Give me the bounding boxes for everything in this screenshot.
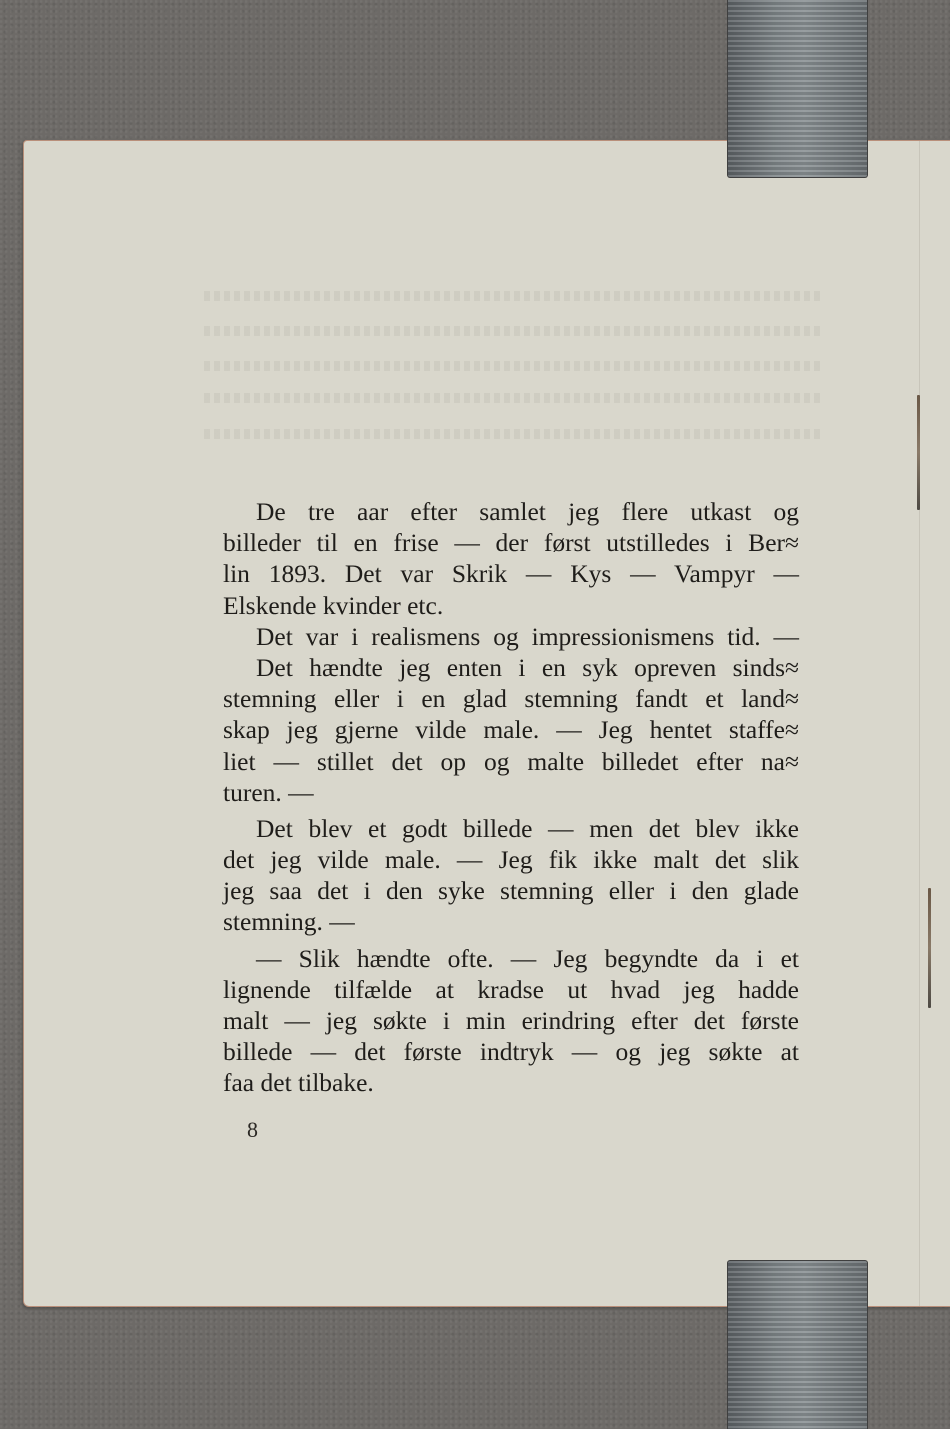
text-line: Det blev et godt billede — men det blev ikke (256, 813, 799, 843)
text-line: malt — jeg søkte i min erindring efter det første (223, 1006, 799, 1035)
page-number: 8 (247, 1117, 258, 1142)
text-line: De tre aar efter samlet jeg flere utkast og (256, 497, 799, 526)
book-page (23, 140, 950, 1307)
show-through-texture (204, 393, 824, 403)
show-through-texture (204, 361, 824, 371)
metal-clip-bottom (727, 1260, 868, 1429)
show-through-texture (204, 326, 824, 336)
text-line: Det var i realismens og impressionismens tid. — (256, 621, 799, 651)
text-line: billeder til en frise — der først utstilledes i Ber≈ (223, 528, 799, 558)
text-line: det jeg vilde male. — Jeg fik ikke malt det slik (223, 845, 799, 875)
text-line: jeg saa det i den syke stemning eller i den glade (223, 876, 799, 906)
text-line: billede — det første indtryk — og jeg søkte at (223, 1037, 799, 1067)
text-line: lignende tilfælde at kradse ut hvad jeg hadde (223, 974, 799, 1004)
text-line: stemning. — (223, 907, 355, 937)
text-line: turen. — (223, 777, 314, 807)
text-line: skap jeg gjerne vilde male. — Jeg hentet staffe≈ (223, 715, 799, 745)
text-line: — Slik hændte ofte. — Jeg begyndte da i et (256, 943, 799, 973)
page-fold-line (919, 141, 920, 1306)
staple-icon (928, 888, 931, 1008)
text-line: Elskende kvinder etc. (223, 590, 444, 620)
text-line: Det hændte jeg enten i en syk opreven sinds≈ (256, 652, 799, 682)
metal-clip-top (727, 0, 868, 178)
text-line: faa det tilbake. (223, 1068, 374, 1098)
staple-icon (917, 395, 920, 510)
text-line: lin 1893. Det var Skrik — Kys — Vampyr — (223, 559, 799, 589)
text-line: stemning eller i en glad stemning fandt et land≈ (223, 684, 799, 714)
body-text (223, 496, 799, 1099)
show-through-texture (204, 429, 824, 439)
show-through-texture (204, 291, 824, 301)
text-line: liet — stillet det op og malte billedet efter na≈ (223, 746, 799, 776)
